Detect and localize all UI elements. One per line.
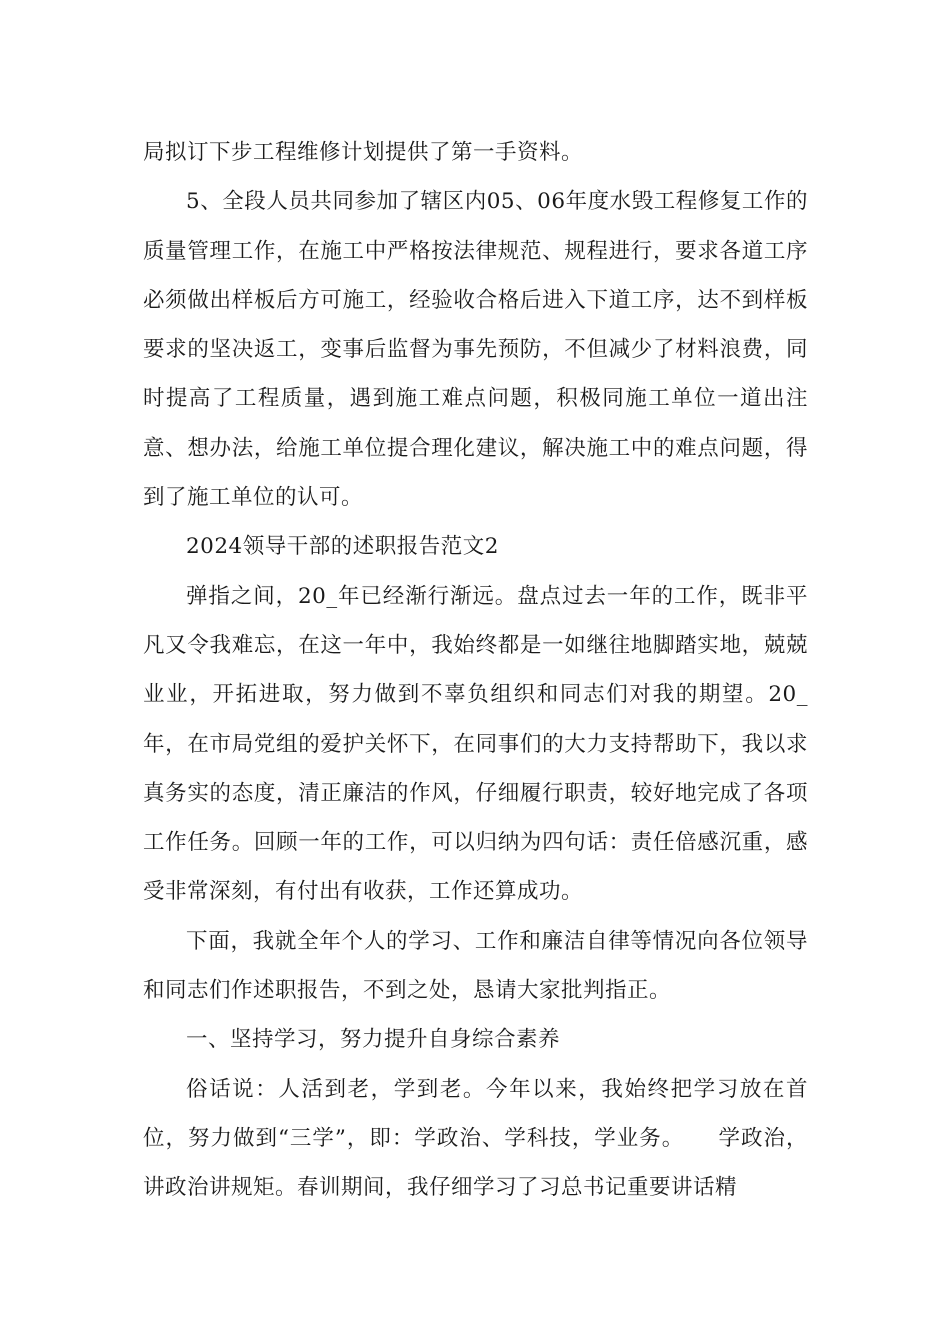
paragraph-item-5: 5、全段人员共同参加了辖区内05、06年度水毁工程修复工作的质量管理工作，在施工中严格按法律规范、规程进行，要求各道工序必须做出样板后方可施工，经验收合格后进入下道工序，达不到样板要求的坚决返工，变事后监督为事先预防，不但减少了材料浪费，同时提高了工程质量，遇到施工难点问题，积极同施工单位一道出注意、想办法，给施工单位提合理化建议，解决施工中的难点问题，得到了施工单位的认可。 — [143, 189, 808, 511]
paragraph-continuation: 局拟订下步工程维修计划提供了第一手资料。 — [143, 140, 584, 165]
document-body — [143, 128, 808, 1213]
paragraph-study: 俗话说：人活到老，学到老。今年以来，我始终把学习放在首位，努力做到“三学”，即：学政治、学科技，学业务。 学政治，讲政治讲规矩。春训期间，我仔细学习了习总书记重要讲话精 — [143, 1076, 808, 1201]
paragraph-report-statement: 下面，我就全年个人的学习、工作和廉洁自律等情况向各位领导和同志们作述职报告，不到之处，恳请大家批判指正。 — [143, 928, 808, 1004]
paragraph-intro: 弹指之间，20_年已经渐行渐远。盘点过去一年的工作，既非平凡又令我难忘，在这一年中，我始终都是一如继往地脚踏实地，兢兢业业，开拓进取，努力做到不辜负组织和同志们对我的期望。20_年，在市局党组的爱护关怀下，在同事们的大力支持帮助下，我以求真务实的态度，清正廉洁的作风，仔细履行职责，较好地完成了各项工作任务。回顾一年的工作，可以归纳为四句话：责任倍感沉重，感受非常深刻，有付出有收获，工作还算成功。 — [143, 583, 808, 905]
section-title: 2024领导干部的述职报告范文2 — [186, 534, 499, 560]
section-heading-study: 一、坚持学习，努力提升自身综合素养 — [186, 1027, 561, 1053]
